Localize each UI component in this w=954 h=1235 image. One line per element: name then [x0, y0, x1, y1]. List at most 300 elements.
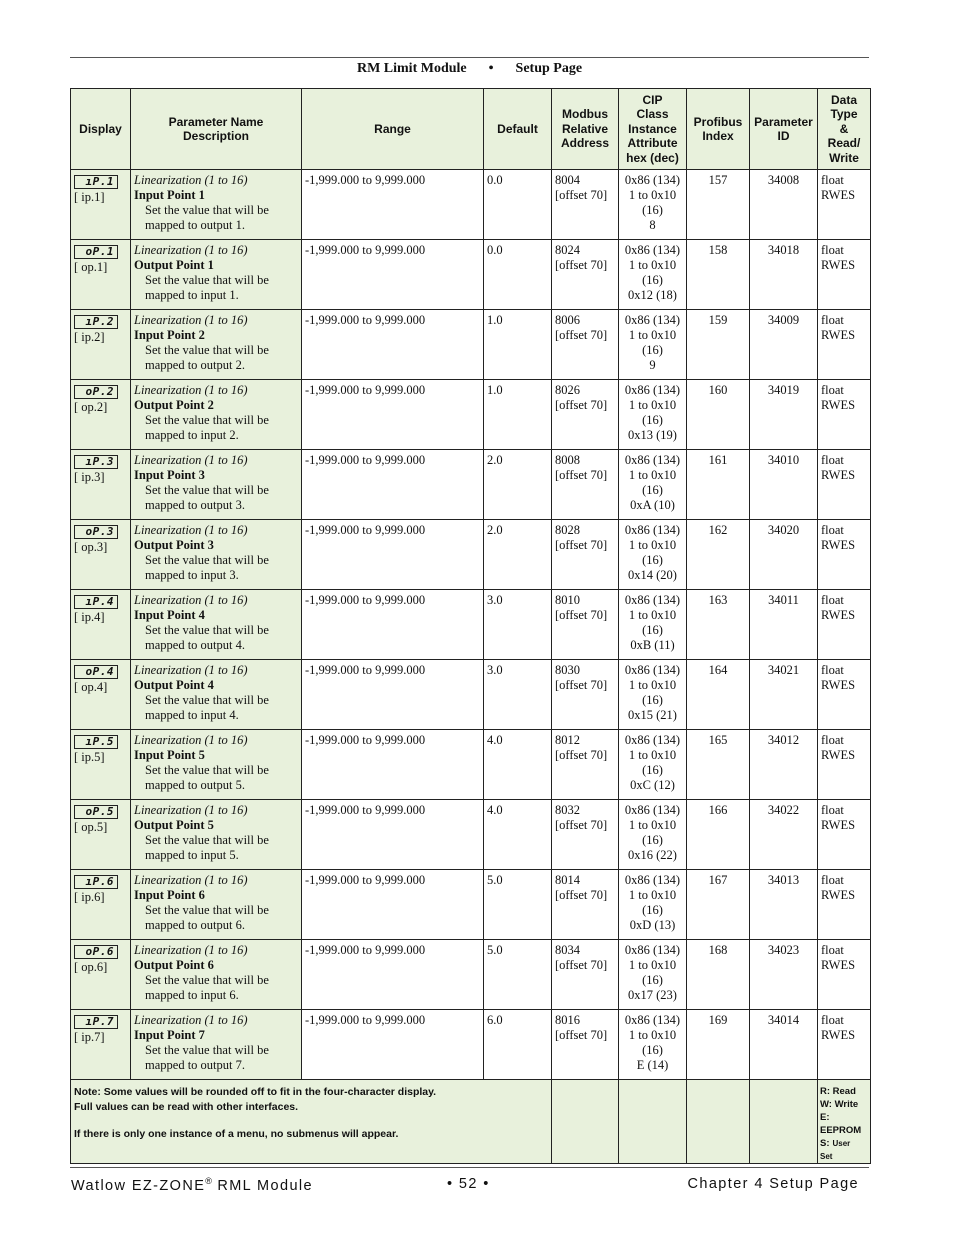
data-type: float [821, 803, 844, 817]
parameter-cell [131, 940, 302, 1010]
table-row [71, 1010, 871, 1080]
table-row [71, 380, 871, 450]
cip-line: 0x86 (134) [624, 663, 681, 677]
read-write: RWES [821, 328, 856, 342]
description-line: Set the value that will be [145, 623, 269, 637]
profibus-cell: 168 [687, 940, 750, 1010]
parameter-cell [131, 730, 302, 800]
cip-line: (16) [642, 343, 663, 357]
description-line: mapped to input 1. [145, 288, 239, 302]
modbus-address: 8010 [555, 593, 580, 607]
cip-line: (16) [642, 1043, 663, 1057]
modbus-cell [552, 240, 619, 310]
column-header [818, 89, 871, 170]
bottom-rule [70, 1167, 869, 1168]
cip-cell [619, 730, 687, 800]
read-write: RWES [821, 678, 856, 692]
legend-item: W: Write [820, 1099, 859, 1110]
cip-cell [619, 520, 687, 590]
modbus-offset: [offset 70] [555, 818, 608, 832]
range-cell: -1,999.000 to 9,999.000 [302, 380, 484, 450]
display-code: [ op.6] [74, 960, 108, 974]
modbus-address: 8008 [555, 453, 580, 467]
display-code: [ op.5] [74, 820, 108, 834]
profibus-cell: 158 [687, 240, 750, 310]
parameter-name: Output Point 6 [134, 958, 214, 972]
description-line: Set the value that will be [145, 833, 269, 847]
cip-cell [619, 660, 687, 730]
profibus-cell: 163 [687, 590, 750, 660]
lcd-display-icon: oP.5 [74, 805, 118, 819]
parameter-cell [131, 310, 302, 380]
cip-line: 0x86 (134) [624, 943, 681, 957]
modbus-address: 8032 [555, 803, 580, 817]
display-cell [71, 170, 131, 240]
menu-name: Linearization (1 to 16) [134, 453, 248, 467]
cip-line: 0x86 (134) [624, 593, 681, 607]
legend-item: E: EEPROM [820, 1112, 862, 1136]
cip-line: 0x16 (22) [628, 848, 677, 862]
page-footer [70, 1176, 859, 1196]
parameter-name: Output Point 4 [134, 678, 214, 692]
modbus-cell [552, 520, 619, 590]
parameter-id-cell: 34012 [750, 730, 818, 800]
default-cell: 3.0 [484, 660, 552, 730]
cip-cell [619, 170, 687, 240]
read-write: RWES [821, 1028, 856, 1042]
lcd-display-icon: oP.3 [74, 525, 118, 539]
cip-line: 1 to 0x10 [628, 608, 677, 622]
parameter-id-cell: 34023 [750, 940, 818, 1010]
cip-line: (16) [642, 623, 663, 637]
modbus-offset: [offset 70] [555, 328, 608, 342]
parameter-description [134, 623, 298, 653]
lcd-display-icon: oP.6 [74, 945, 118, 959]
read-write: RWES [821, 468, 856, 482]
cip-cell [619, 240, 687, 310]
description-line: Set the value that will be [145, 483, 269, 497]
range-cell: -1,999.000 to 9,999.000 [302, 450, 484, 520]
data-type-cell [818, 450, 871, 520]
read-write: RWES [821, 888, 856, 902]
parameter-name: Output Point 5 [134, 818, 214, 832]
range-cell: -1,999.000 to 9,999.000 [302, 1010, 484, 1080]
footer-page-number: • 52 • [447, 1176, 490, 1192]
modbus-cell [552, 940, 619, 1010]
read-write: RWES [821, 258, 856, 272]
profibus-cell: 169 [687, 1010, 750, 1080]
table-row [71, 450, 871, 520]
modbus-offset: [offset 70] [555, 188, 608, 202]
parameter-description [134, 343, 298, 373]
description-line: Set the value that will be [145, 553, 269, 567]
data-type-cell [818, 310, 871, 380]
default-cell: 2.0 [484, 520, 552, 590]
column-header-line: Instance [628, 121, 677, 136]
column-header-line: ID [777, 129, 790, 143]
cip-cell [619, 380, 687, 450]
cip-line: (16) [642, 763, 663, 777]
cip-line: 1 to 0x10 [628, 818, 677, 832]
parameter-cell [131, 590, 302, 660]
cip-cell [619, 870, 687, 940]
parameter-id-cell: 34019 [750, 380, 818, 450]
modbus-cell [552, 450, 619, 520]
lcd-display-icon: oP.2 [74, 385, 118, 399]
column-header-line: Display [79, 121, 122, 136]
cip-line: 1 to 0x10 [628, 888, 677, 902]
menu-name: Linearization (1 to 16) [134, 663, 248, 677]
parameter-cell [131, 450, 302, 520]
lcd-display-icon: ıP.2 [74, 315, 118, 329]
description-line: mapped to output 3. [145, 498, 245, 512]
cip-line: (16) [642, 553, 663, 567]
description-line: mapped to output 7. [145, 1058, 245, 1072]
display-cell [71, 450, 131, 520]
lcd-display-icon: oP.1 [74, 245, 118, 259]
top-rule [70, 57, 869, 58]
parameter-description [134, 693, 298, 723]
modbus-offset: [offset 70] [555, 258, 608, 272]
modbus-address: 8024 [555, 243, 580, 257]
column-header [750, 89, 818, 170]
running-head [70, 61, 869, 77]
display-code: [ ip.7] [74, 1030, 105, 1044]
data-type: float [821, 1013, 844, 1027]
description-line: Set the value that will be [145, 1043, 269, 1057]
table-row [71, 940, 871, 1010]
data-type-cell [818, 800, 871, 870]
data-type-cell [818, 730, 871, 800]
cip-line: (16) [642, 833, 663, 847]
profibus-cell: 157 [687, 170, 750, 240]
cip-cell [619, 800, 687, 870]
default-cell: 2.0 [484, 450, 552, 520]
display-code: [ ip.4] [74, 610, 105, 624]
modbus-offset: [offset 70] [555, 468, 608, 482]
column-header-line: Write [829, 150, 859, 165]
parameter-name: Output Point 3 [134, 538, 214, 552]
data-type-cell [818, 240, 871, 310]
description-line: mapped to input 5. [145, 848, 239, 862]
data-type: float [821, 313, 844, 327]
column-header-line: Profibus [693, 114, 743, 129]
display-cell [71, 520, 131, 590]
description-line: Set the value that will be [145, 203, 269, 217]
display-cell [71, 940, 131, 1010]
range-cell: -1,999.000 to 9,999.000 [302, 310, 484, 380]
parameter-cell [131, 870, 302, 940]
cip-line: 1 to 0x10 [628, 258, 677, 272]
description-line: mapped to output 6. [145, 918, 245, 932]
column-header [687, 89, 750, 170]
cip-line: 1 to 0x10 [628, 468, 677, 482]
display-code: [ ip.5] [74, 750, 105, 764]
footer-registered-mark: ® [205, 1176, 212, 1186]
table-row [71, 520, 871, 590]
parameter-description [134, 273, 298, 303]
cip-line: 1 to 0x10 [628, 678, 677, 692]
table-body [71, 170, 871, 1164]
lcd-display-icon: ıP.7 [74, 1015, 118, 1029]
table-header-row [71, 89, 871, 170]
data-type: float [821, 593, 844, 607]
data-type: float [821, 243, 844, 257]
modbus-address: 8016 [555, 1013, 580, 1027]
read-write: RWES [821, 398, 856, 412]
cip-line: (16) [642, 203, 663, 217]
range-cell: -1,999.000 to 9,999.000 [302, 520, 484, 590]
read-write: RWES [821, 818, 856, 832]
data-type: float [821, 173, 844, 187]
modbus-offset: [offset 70] [555, 1028, 608, 1042]
data-type: float [821, 943, 844, 957]
display-cell [71, 590, 131, 660]
data-type-cell [818, 170, 871, 240]
data-type: float [821, 523, 844, 537]
description-line: mapped to input 6. [145, 988, 239, 1002]
column-header-line: Type [830, 107, 858, 122]
table-row [71, 310, 871, 380]
parameter-description [134, 763, 298, 793]
cip-line: 1 to 0x10 [628, 958, 677, 972]
modbus-address: 8012 [555, 733, 580, 747]
profibus-cell: 160 [687, 380, 750, 450]
column-header-line: Class [636, 107, 669, 122]
data-type-cell [818, 870, 871, 940]
notes-cell [71, 1080, 552, 1164]
modbus-offset: [offset 70] [555, 538, 608, 552]
parameter-table [70, 88, 871, 1164]
table-row [71, 590, 871, 660]
menu-name: Linearization (1 to 16) [134, 523, 248, 537]
legend-cell [818, 1080, 871, 1164]
description-line: Set the value that will be [145, 693, 269, 707]
cip-cell [619, 940, 687, 1010]
parameter-name: Input Point 4 [134, 608, 205, 622]
data-type-cell [818, 520, 871, 590]
display-code: [ op.2] [74, 400, 108, 414]
cip-line: (16) [642, 413, 663, 427]
display-code: [ ip.1] [74, 190, 105, 204]
parameter-description [134, 483, 298, 513]
modbus-offset: [offset 70] [555, 398, 608, 412]
cip-cell [619, 450, 687, 520]
notes-row [71, 1080, 871, 1164]
lcd-display-icon: ıP.5 [74, 735, 118, 749]
parameter-cell [131, 800, 302, 870]
cip-line: 0x86 (134) [624, 873, 681, 887]
menu-name: Linearization (1 to 16) [134, 943, 248, 957]
table-row [71, 730, 871, 800]
default-cell: 3.0 [484, 590, 552, 660]
modbus-address: 8004 [555, 173, 580, 187]
cip-line: 0x86 (134) [624, 1013, 681, 1027]
parameter-cell [131, 1010, 302, 1080]
table-row [71, 870, 871, 940]
menu-name: Linearization (1 to 16) [134, 313, 248, 327]
display-code: [ ip.2] [74, 330, 105, 344]
cip-line: 0x14 (20) [628, 568, 677, 582]
range-cell: -1,999.000 to 9,999.000 [302, 940, 484, 1010]
display-code: [ ip.6] [74, 890, 105, 904]
notes-empty-cell [750, 1080, 818, 1164]
default-cell: 5.0 [484, 940, 552, 1010]
menu-name: Linearization (1 to 16) [134, 383, 248, 397]
default-cell: 0.0 [484, 170, 552, 240]
modbus-cell [552, 800, 619, 870]
parameter-description [134, 833, 298, 863]
data-type: float [821, 663, 844, 677]
legend-label: S: [820, 1138, 830, 1149]
parameter-name: Output Point 2 [134, 398, 214, 412]
modbus-offset: [offset 70] [555, 888, 608, 902]
column-header-line: hex (dec) [626, 150, 679, 165]
modbus-address: 8014 [555, 873, 580, 887]
display-cell [71, 380, 131, 450]
column-header [71, 89, 131, 170]
default-cell: 6.0 [484, 1010, 552, 1080]
range-cell: -1,999.000 to 9,999.000 [302, 870, 484, 940]
parameter-description [134, 413, 298, 443]
display-cell [71, 800, 131, 870]
column-header-line: Default [497, 121, 538, 136]
description-line: Set the value that will be [145, 273, 269, 287]
lcd-display-icon: ıP.1 [74, 175, 118, 189]
footer-product [71, 1176, 313, 1194]
running-head-right: Setup Page [515, 61, 583, 76]
display-code: [ op.4] [74, 680, 108, 694]
menu-name: Linearization (1 to 16) [134, 803, 248, 817]
modbus-cell [552, 660, 619, 730]
footer-chapter: Chapter 4 Setup Page [687, 1176, 859, 1192]
column-header-line: Range [374, 121, 411, 136]
parameter-id-cell: 34022 [750, 800, 818, 870]
parameter-name: Input Point 3 [134, 468, 205, 482]
parameter-name: Input Point 5 [134, 748, 205, 762]
column-header-line: Relative [561, 121, 609, 136]
parameter-id-cell: 34008 [750, 170, 818, 240]
legend-item [820, 1137, 868, 1150]
column-header-line: & [839, 121, 849, 136]
parameter-description [134, 1043, 298, 1073]
read-write: RWES [821, 608, 856, 622]
cip-line: 0x86 (134) [624, 803, 681, 817]
default-cell: 5.0 [484, 870, 552, 940]
profibus-cell: 159 [687, 310, 750, 380]
column-header-line: Address [560, 136, 610, 151]
description-line: Set the value that will be [145, 973, 269, 987]
display-cell [71, 240, 131, 310]
parameter-id-cell: 34014 [750, 1010, 818, 1080]
column-header [131, 89, 302, 170]
modbus-offset: [offset 70] [555, 748, 608, 762]
cip-line: 0x86 (134) [624, 243, 681, 257]
cip-line: (16) [642, 483, 663, 497]
parameter-description [134, 903, 298, 933]
modbus-cell [552, 730, 619, 800]
description-line: Set the value that will be [145, 903, 269, 917]
modbus-cell [552, 170, 619, 240]
parameter-id-cell: 34013 [750, 870, 818, 940]
column-header-line: Index [702, 129, 734, 143]
modbus-address: 8026 [555, 383, 580, 397]
modbus-offset: [offset 70] [555, 958, 608, 972]
cip-line: 0x86 (134) [624, 383, 681, 397]
parameter-id-cell: 34010 [750, 450, 818, 520]
column-header-line: Attribute [627, 136, 678, 151]
notes-empty-cell [619, 1080, 687, 1164]
notes-empty-cell [552, 1080, 619, 1164]
default-cell: 1.0 [484, 380, 552, 450]
notes-empty-cell [687, 1080, 750, 1164]
cip-line: 0x86 (134) [624, 313, 681, 327]
description-line: Set the value that will be [145, 413, 269, 427]
read-write: RWES [821, 958, 856, 972]
profibus-cell: 166 [687, 800, 750, 870]
lcd-display-icon: ıP.3 [74, 455, 118, 469]
cip-line: 1 to 0x10 [628, 398, 677, 412]
parameter-name: Input Point 2 [134, 328, 205, 342]
cip-cell [619, 590, 687, 660]
cip-line: 1 to 0x10 [628, 538, 677, 552]
modbus-address: 8006 [555, 313, 580, 327]
parameter-description [134, 553, 298, 583]
cip-line: (16) [642, 973, 663, 987]
display-cell [71, 730, 131, 800]
display-cell [71, 310, 131, 380]
cip-line: 0x86 (134) [624, 523, 681, 537]
parameter-cell [131, 170, 302, 240]
modbus-cell [552, 310, 619, 380]
modbus-offset: [offset 70] [555, 678, 608, 692]
description-line: mapped to output 5. [145, 778, 245, 792]
data-type-cell [818, 940, 871, 1010]
parameter-id-cell: 34021 [750, 660, 818, 730]
note-line: If there is only one instance of a menu, no submenus will appear. [74, 1128, 399, 1140]
table-row [71, 800, 871, 870]
profibus-cell: 164 [687, 660, 750, 730]
column-header-line: Data [830, 92, 857, 107]
menu-name: Linearization (1 to 16) [134, 873, 248, 887]
running-head-left: RM Limit Module [356, 61, 467, 76]
data-type-cell [818, 1010, 871, 1080]
column-header [552, 89, 619, 170]
data-type-cell [818, 660, 871, 730]
data-type: float [821, 383, 844, 397]
cip-line: E (14) [636, 1058, 669, 1072]
cip-line: 0xC (12) [630, 778, 675, 792]
default-cell: 0.0 [484, 240, 552, 310]
menu-name: Linearization (1 to 16) [134, 243, 248, 257]
description-line: Set the value that will be [145, 763, 269, 777]
profibus-cell: 165 [687, 730, 750, 800]
display-cell [71, 660, 131, 730]
parameter-id-cell: 34011 [750, 590, 818, 660]
range-cell: -1,999.000 to 9,999.000 [302, 170, 484, 240]
profibus-cell: 161 [687, 450, 750, 520]
menu-name: Linearization (1 to 16) [134, 1013, 248, 1027]
cip-line: (16) [642, 273, 663, 287]
display-code: [ op.1] [74, 260, 108, 274]
menu-name: Linearization (1 to 16) [134, 593, 248, 607]
parameter-id-cell: 34018 [750, 240, 818, 310]
parameter-description [134, 973, 298, 1003]
lcd-display-icon: ıP.4 [74, 595, 118, 609]
description-line: mapped to input 4. [145, 708, 239, 722]
parameter-name: Output Point 1 [134, 258, 214, 272]
data-type: float [821, 873, 844, 887]
